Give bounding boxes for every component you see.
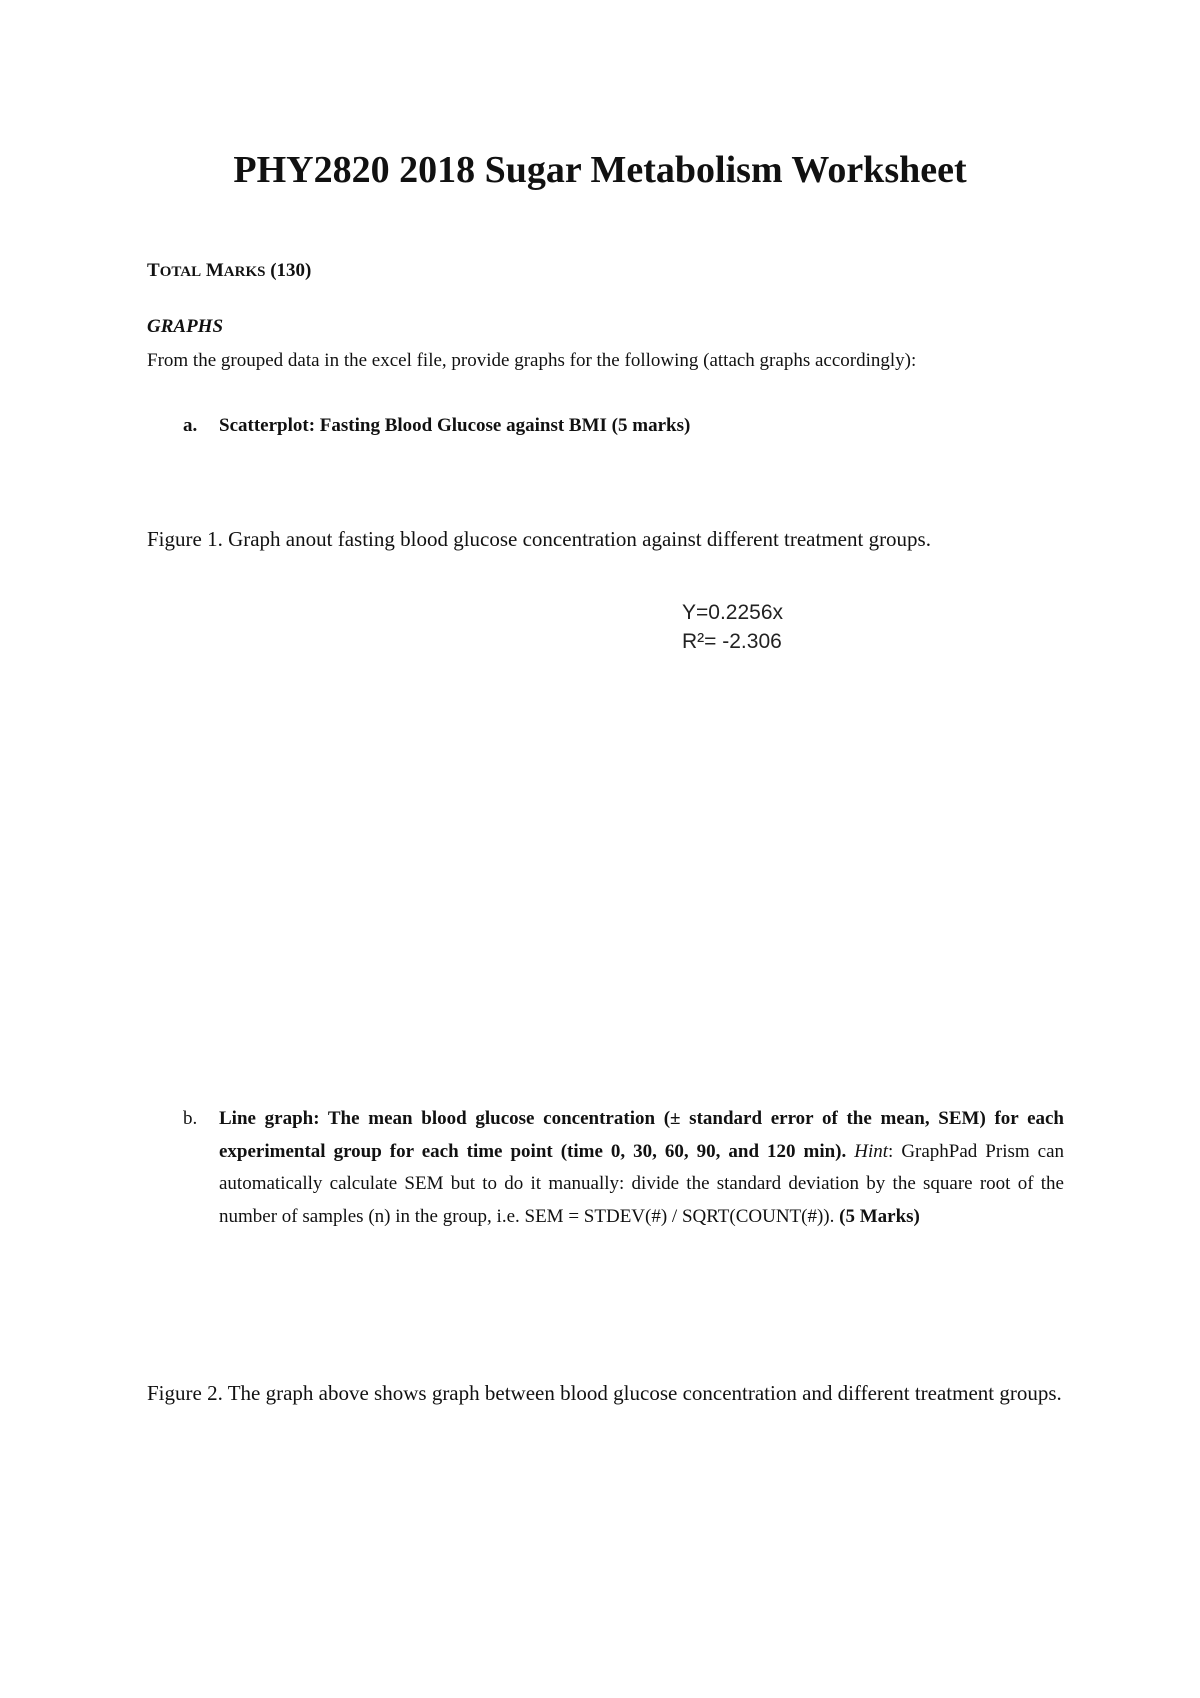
total-marks-m: M bbox=[205, 260, 224, 281]
total-marks-t: T bbox=[147, 260, 160, 281]
question-b-marker: b. bbox=[183, 1108, 198, 1129]
figure-2-caption: Figure 2. The graph above shows graph between blood glucose concentration and different treatment groups. bbox=[147, 1381, 1062, 1405]
total-marks-value: (130) bbox=[270, 260, 312, 281]
r-squared-value: R²= -2.306 bbox=[682, 630, 782, 653]
total-marks-heading bbox=[147, 258, 311, 285]
question-b-hint-text: : GraphPad Prism can automatically calculate SEM but to do it manually: divide the standard deviation by the square root of the number of samples (n) in the group, i.e. SEM = STDEV(#) / SQRT(COUNT(#)). bbox=[219, 1140, 1064, 1227]
total-marks-arks: ARKS bbox=[223, 264, 266, 280]
question-b-text bbox=[219, 1103, 1064, 1233]
section-heading-graphs: GRAPHS bbox=[147, 316, 224, 337]
figure-1-caption: Figure 1. Graph anout fasting blood glucose concentration against different treatment groups. bbox=[147, 527, 931, 551]
question-b-bold-text: Line graph: The mean blood glucose concentration (± standard error of the mean, SEM) for each experimental group for each time point (time 0, 30, 60, 90, and 120 min). bbox=[219, 1108, 1064, 1162]
question-b-marks: (5 Marks) bbox=[839, 1205, 920, 1227]
question-a-marker: a. bbox=[183, 415, 198, 436]
question-b bbox=[183, 1103, 1064, 1243]
total-marks-otal: OTAL bbox=[159, 264, 202, 280]
regression-equation: Y=0.2256x bbox=[682, 601, 784, 624]
page-title: PHY2820 2018 Sugar Metabolism Worksheet bbox=[233, 149, 967, 191]
question-a-text: Scatterplot: Fasting Blood Glucose against BMI (5 marks) bbox=[219, 415, 691, 436]
intro-text: From the grouped data in the excel file, provide graphs for the following (attach graphs accordingly): bbox=[147, 350, 917, 371]
question-b-hint-label: Hint bbox=[854, 1140, 889, 1162]
